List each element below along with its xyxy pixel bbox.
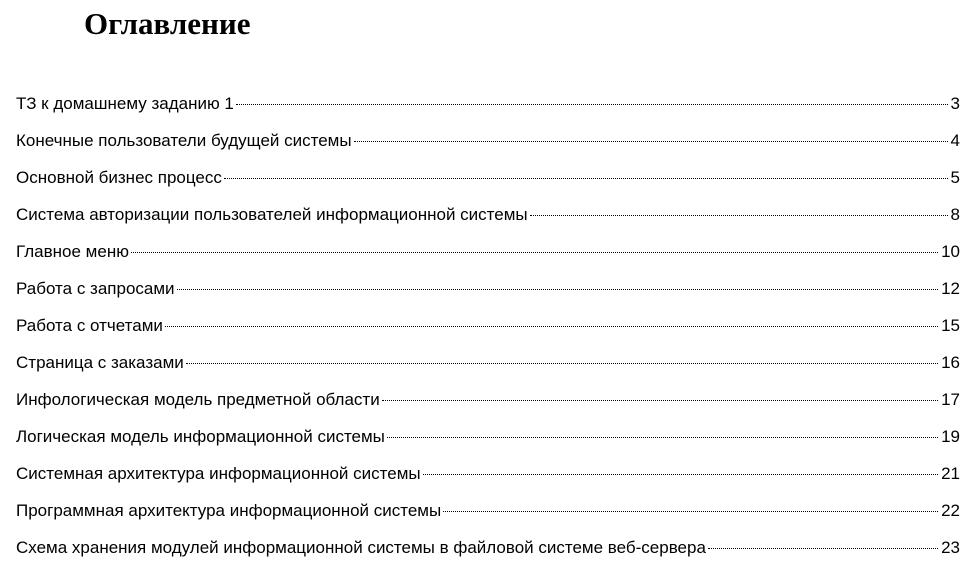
toc-entry[interactable] (16, 270, 960, 307)
toc-page-number: 22 (941, 501, 960, 520)
toc-dot-leader (236, 104, 948, 105)
toc-title: Оглавление (84, 6, 251, 41)
toc-page-number: 5 (950, 168, 960, 187)
toc-dot-leader (165, 326, 938, 327)
toc-entry-text: Главное меню (16, 242, 129, 261)
toc-dot-leader (387, 437, 938, 438)
toc-page-number: 4 (950, 131, 960, 150)
toc-entry[interactable] (16, 344, 960, 381)
toc-entry-text: Системная архитектура информационной системы (16, 464, 421, 483)
toc-entry-text: Страница с заказами (16, 353, 184, 372)
toc-dot-leader (354, 141, 948, 142)
toc-entry-text: Работа с запросами (16, 279, 175, 298)
toc-entry[interactable] (16, 529, 960, 566)
toc-entry-text: Основной бизнес процесс (16, 168, 222, 187)
toc-page-number: 21 (941, 464, 960, 483)
toc-entry-text: Конечные пользователи будущей системы (16, 131, 352, 150)
toc-dot-leader (224, 178, 948, 179)
toc-page-number: 16 (941, 353, 960, 372)
toc-dot-leader (443, 511, 938, 512)
toc-entry[interactable] (16, 159, 960, 196)
toc-entry[interactable] (16, 233, 960, 270)
toc-page-number: 12 (941, 279, 960, 298)
toc-dot-leader (177, 289, 939, 290)
toc-entry[interactable] (16, 85, 960, 122)
toc-entry[interactable] (16, 196, 960, 233)
toc-entry-text: Система авторизации пользователей информационной системы (16, 205, 528, 224)
toc-entry[interactable] (16, 307, 960, 344)
toc-page-number: 17 (941, 390, 960, 409)
toc-page-number: 8 (950, 205, 960, 224)
toc-entry-text: Инфологическая модель предметной области (16, 390, 380, 409)
toc-page-number: 3 (950, 94, 960, 113)
toc-entry[interactable] (16, 381, 960, 418)
toc-entry-text: Работа с отчетами (16, 316, 163, 335)
toc-page-number: 10 (941, 242, 960, 261)
toc-entry-text: Логическая модель информационной системы (16, 427, 385, 446)
toc-dot-leader (530, 215, 948, 216)
toc-dot-leader (382, 400, 938, 401)
toc-page-number: 15 (941, 316, 960, 335)
toc-entry-text: ТЗ к домашнему заданию 1 (16, 94, 234, 113)
toc-entry[interactable] (16, 455, 960, 492)
toc-entry[interactable] (16, 492, 960, 529)
toc-dot-leader (186, 363, 938, 364)
toc-page-number: 23 (941, 538, 960, 557)
toc-page-number: 19 (941, 427, 960, 446)
table-of-contents (16, 85, 960, 566)
toc-dot-leader (131, 252, 938, 253)
toc-dot-leader (708, 548, 938, 549)
toc-entry-text: Программная архитектура информационной системы (16, 501, 442, 520)
toc-entry[interactable] (16, 122, 960, 159)
toc-entry-text: Схема хранения модулей информационной системы в файловой системе веб-сервера (16, 538, 706, 557)
toc-dot-leader (423, 474, 938, 475)
toc-entry[interactable] (16, 418, 960, 455)
